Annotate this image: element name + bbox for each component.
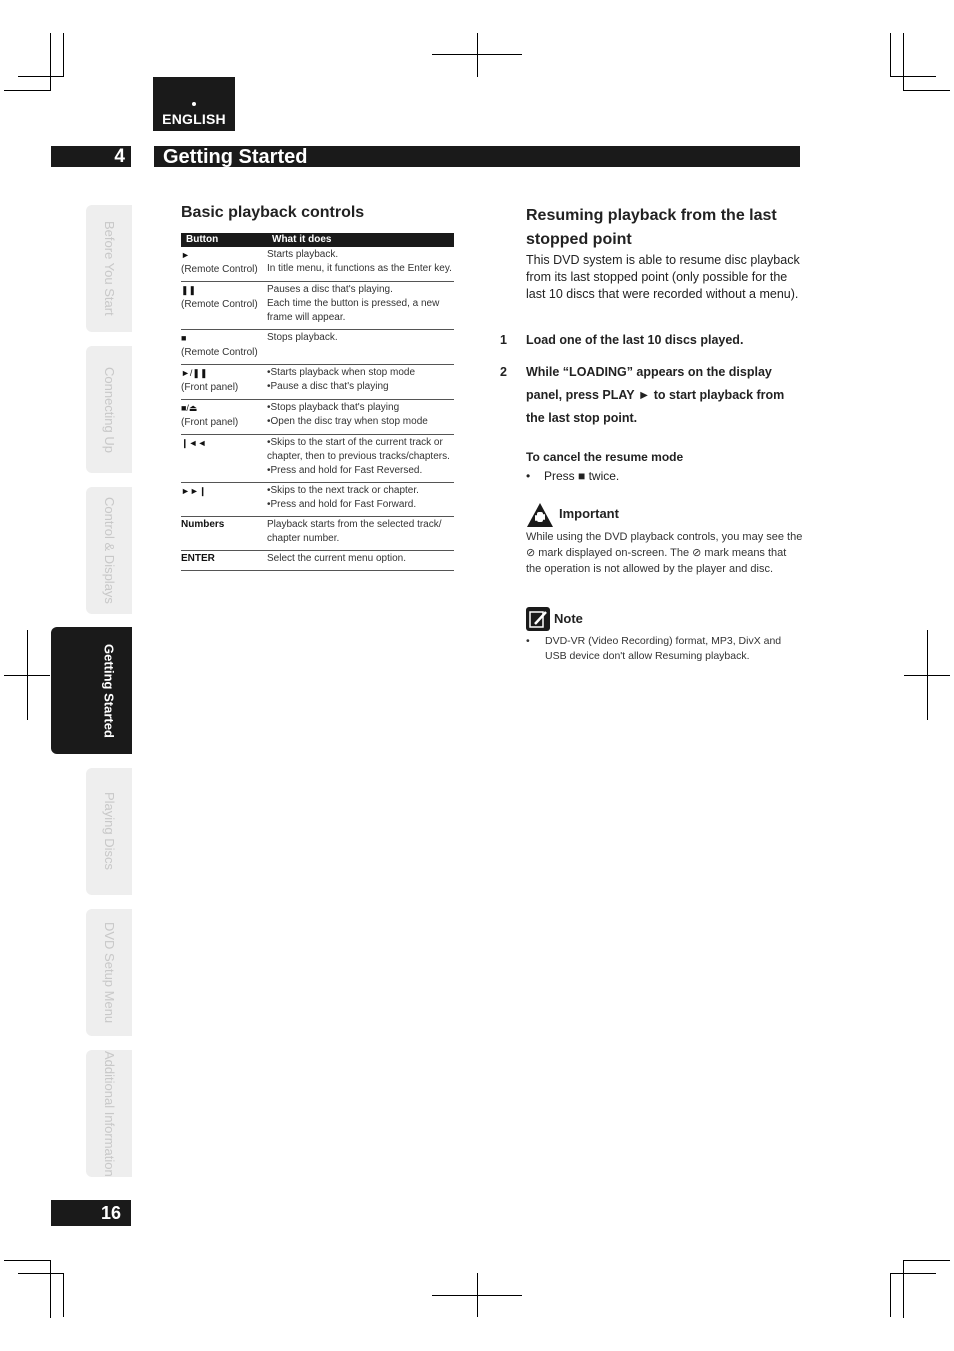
section-heading-basic-playback: Basic playback controls [181,204,365,221]
table-row [181,517,454,551]
crop-mark [904,90,950,91]
row-desc: •Stops playback that's playing [267,402,400,413]
side-tab-connecting-up[interactable]: Connecting Up [86,346,132,473]
table-row [181,365,454,400]
button-source: (Remote Control) [181,264,258,275]
button-source: (Remote Control) [181,347,258,358]
table-header-what-it-does: What it does [267,233,454,247]
skip-back-icon: ❙◄◄ [181,438,207,448]
row-desc: •Skips to the next track or chapter. [267,485,419,496]
crop-mark [4,90,50,91]
play-pause-icon: ►/❚❚ [181,368,208,378]
enter-label: ENTER [181,553,215,564]
table-row [181,247,454,282]
stop-eject-icon: ■/⏏ [181,403,198,413]
button-source: (Remote Control) [181,299,258,310]
crop-mark [63,33,64,77]
side-tab-control-displays[interactable]: Control & Displays [86,487,132,614]
crop-mark [904,1260,950,1261]
crop-mark [18,76,64,77]
note-text: • DVD-VR (Video Recording) format, MP3, DivX and USB device don't allow Resuming playback. [526,635,782,662]
chapter-title: Getting Started [154,146,800,167]
crop-mark [890,76,936,77]
side-tab-additional-information[interactable]: Additional Information [86,1050,132,1177]
crop-mark [890,33,891,77]
cancel-resume-heading: To cancel the resume mode [526,450,684,464]
button-source: (Front panel) [181,417,239,428]
language-dot-icon [192,102,196,106]
table-header-button: Button [181,233,267,247]
table-row [181,551,454,571]
table-header-row [181,233,454,247]
table-row [181,282,454,330]
step-number: 2 [500,365,507,379]
play-icon: ► [181,250,190,260]
section-heading-resume: Resuming playback from the last stopped point [526,207,777,248]
crop-mark [18,1273,64,1274]
language-tab [153,77,235,131]
step-text: While “LOADING” appears on the display panel, press PLAY ► to start playback from the last stop point. [526,365,785,425]
crop-mark [890,1273,891,1317]
row-desc: In title menu, it functions as the Enter key. [267,263,452,274]
crop-mark [50,33,51,91]
step-text: Load one of the last 10 discs played. [526,333,744,347]
crop-mark [477,33,478,77]
side-tab-getting-started[interactable]: Getting Started [51,627,132,754]
important-text: While using the DVD playback controls, you may see the ⊘ mark displayed on-screen. The ⊘ mark means that the operation is not allowed by the player and disc. [526,531,803,575]
crop-mark [4,1260,50,1261]
bullet-dot: • [526,635,530,647]
page-number: 16 [51,1200,131,1226]
resume-section [526,204,806,303]
crop-mark [477,1273,478,1317]
skip-forward-icon: ►►❙ [181,486,207,496]
row-desc: Stops playback. [267,332,338,343]
warning-hand-icon [526,502,554,528]
row-desc: Pauses a disc that's playing. [267,284,393,295]
row-desc: •Press and hold for Fast Forward. [267,499,417,510]
side-tab-before-you-start[interactable]: Before You Start [86,205,132,332]
row-desc: Select the current menu option. [267,553,406,564]
table-row [181,330,454,365]
pencil-note-icon [526,607,550,631]
language-label: ENGLISH [162,111,226,127]
row-desc: •Starts playback when stop mode [267,367,416,378]
row-desc: •Press and hold for Fast Reversed. [267,465,423,476]
cancel-resume-bullet: • Press ■ twice. [526,469,620,483]
row-desc: •Pause a disc that's playing [267,381,389,392]
side-tab-playing-discs[interactable]: Playing Discs [86,768,132,895]
pause-icon: ❚❚ [181,285,197,295]
row-desc: Each time the button is pressed, a new frame will appear. [267,298,440,323]
table-row [181,400,454,435]
crop-mark [63,1273,64,1317]
stop-icon: ■ [181,333,187,343]
crop-mark [903,1260,904,1318]
row-desc: Starts playback. [267,249,339,260]
side-tab-dvd-setup-menu[interactable]: DVD Setup Menu [86,909,132,1036]
crop-mark [927,630,928,720]
important-title: Important [559,506,619,521]
playback-controls-table [181,233,454,571]
bullet-dot: • [526,469,531,483]
crop-mark [27,630,28,720]
table-row [181,483,454,517]
row-desc: Playback starts from the selected track/ chapter number. [267,519,442,544]
crop-mark [903,33,904,91]
chapter-number: 4 [51,146,131,167]
button-source: (Front panel) [181,382,239,393]
resume-intro: This DVD system is able to resume disc playback from its last stopped point (only possible for the last 10 discs that were recorded without a menu). [526,253,800,301]
numbers-label: Numbers [181,519,225,530]
note-title: Note [554,611,583,626]
row-desc: •Open the disc tray when stop mode [267,416,428,427]
crop-mark [890,1273,936,1274]
step-number: 1 [500,333,507,347]
crop-mark [50,1260,51,1318]
table-row [181,435,454,483]
row-desc: •Skips to the start of the current track or chapter, then to previous tracks/chapters. [267,437,450,462]
